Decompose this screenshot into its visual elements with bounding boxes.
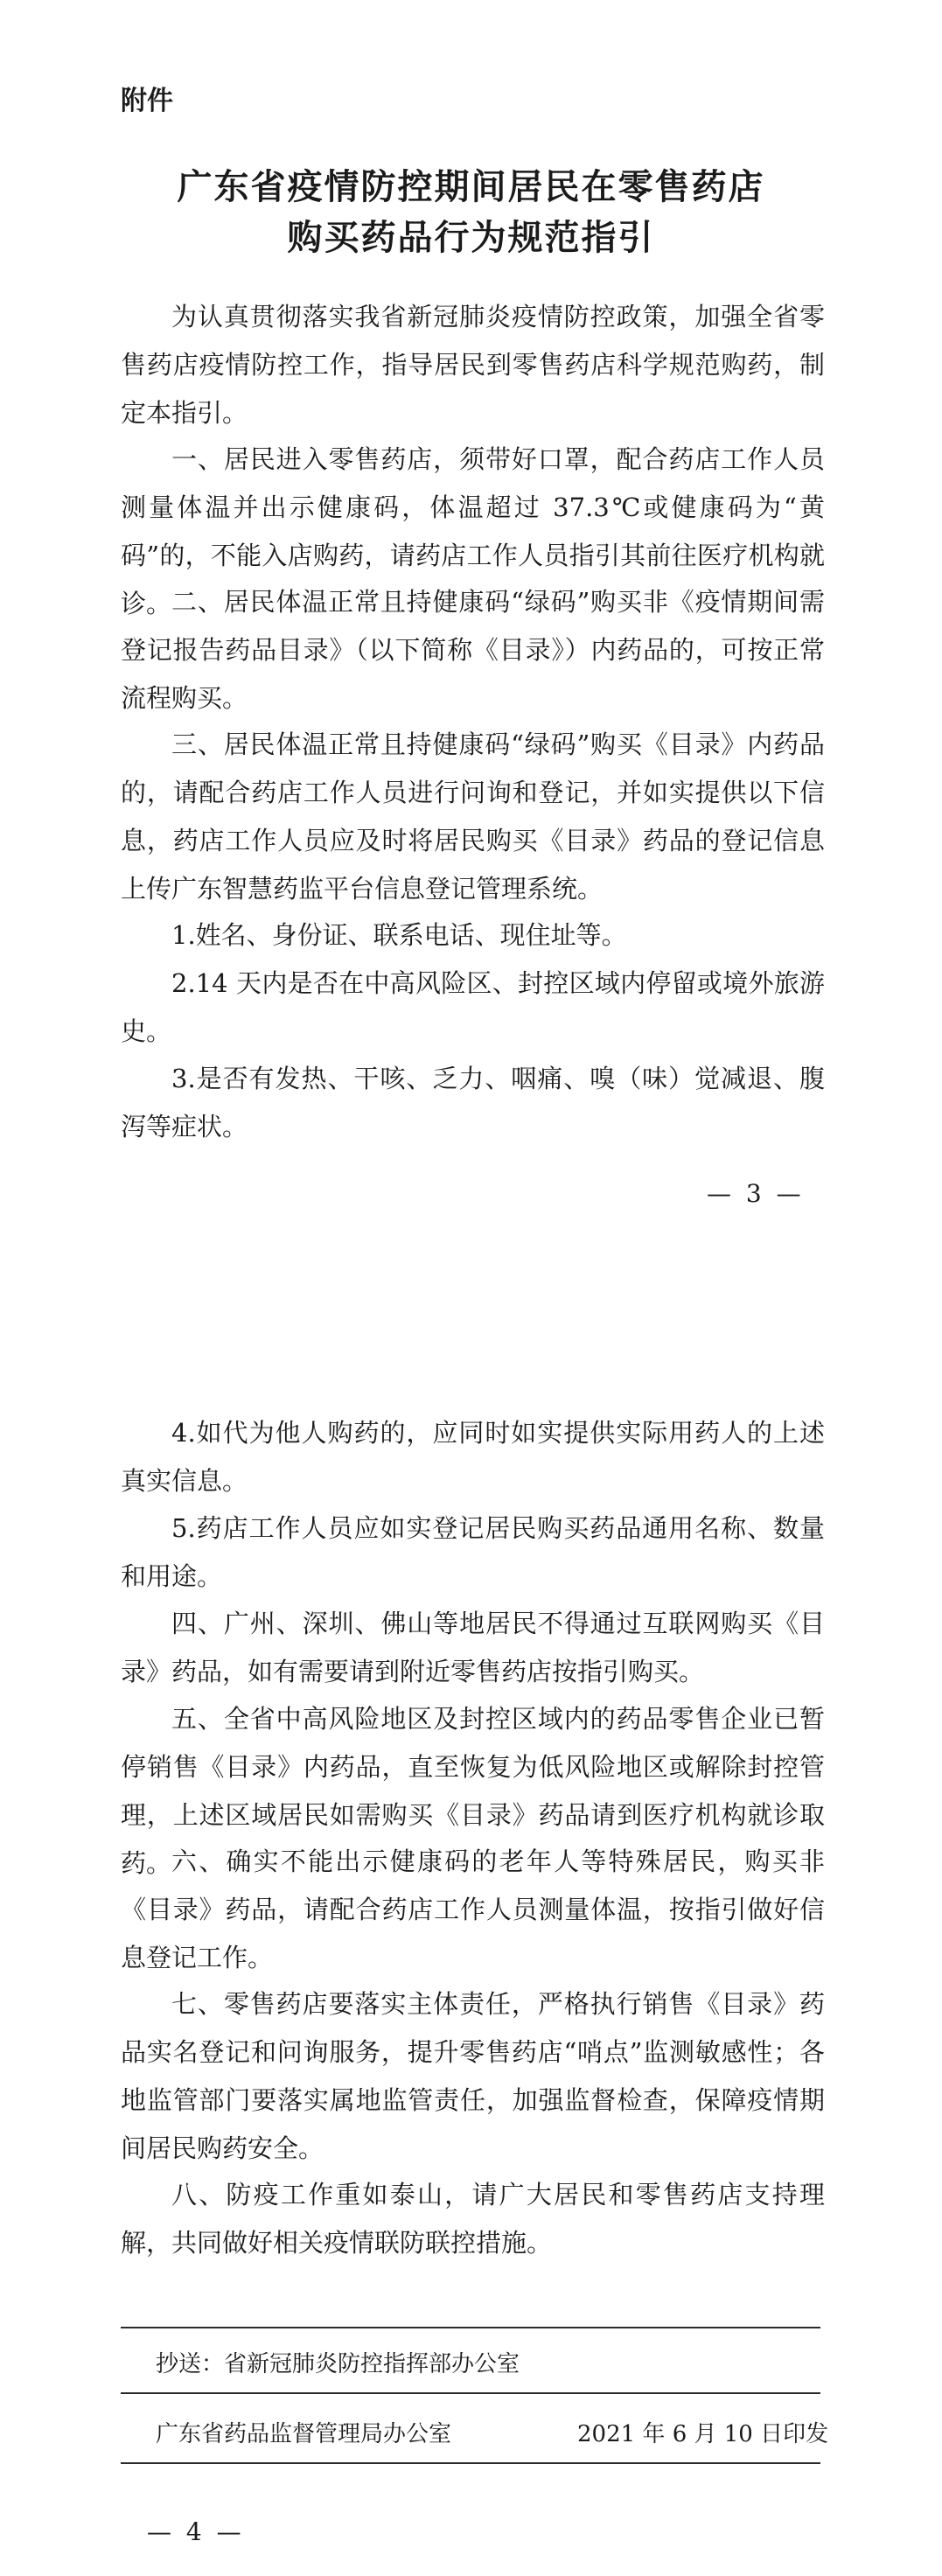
section-1-paragraph: 一、居民进入零售药店，须带好口罩，配合药店工作人员测量体温并出示健康码，体温超过 37.3℃或健康码为“黄码”的，不能入店购药，请药店工作人员指引其前往医疗机构就诊。 bbox=[121, 444, 825, 618]
section-5-paragraph: 五、全省中高风险地区及封控区域内的药品零售企业已暂停销售《目录》内药品，直至恢复为低风险地区或解除封控管理，上述区域居民如需购买《目录》药品请到医疗机构就诊取药。 bbox=[121, 1704, 825, 1878]
cc-line: 抄送：省新冠肺炎防控指挥部办公室 bbox=[156, 2351, 520, 2377]
issuer: 广东省药品监督管理局办公室 bbox=[156, 2421, 452, 2447]
section-8-paragraph: 八、防疫工作重如泰山，请广大居民和零售药店支持理解，共同做好相关疫情联防联控措施。 bbox=[121, 2180, 825, 2258]
item-3-paragraph: 3.是否有发热、干咳、乏力、咽痛、嗅（味）觉减退、腹泻等症状。 bbox=[121, 1064, 825, 1141]
document-title-line1: 广东省疫情防控期间居民在零售药店 bbox=[177, 166, 765, 207]
page-number-4: — 4 — bbox=[147, 2517, 245, 2546]
intro-paragraph: 为认真贯彻落实我省新冠肺炎疫情防控政策，加强全省零售药店疫情防控工作，指导居民到零售药店科学规范购药，制定本指引。 bbox=[121, 302, 825, 428]
section-2-paragraph: 二、居民体温正常且持健康码“绿码”购买非《疫情期间需登记报告药品目录》（以下简称《目录》）内药品的，可按正常流程购买。 bbox=[121, 587, 825, 713]
section-4-paragraph: 四、广州、深圳、佛山等地居民不得通过互联网购买《目录》药品，如有需要请到附近零售药店按指引购买。 bbox=[121, 1609, 825, 1686]
document-title-line2: 购买药品行为规范指引 bbox=[287, 217, 655, 258]
section-7-paragraph: 七、零售药店要落实主体责任，严格执行销售《目录》药品实名登记和问询服务，提升零售药店“哨点”监测敏感性；各地监管部门要落实属地监管责任，加强监督检查，保障疫情期间居民购药安全。 bbox=[121, 1989, 825, 2163]
page-number-3: — 3 — bbox=[707, 1179, 805, 1208]
item-5-paragraph: 5.药店工作人员应如实登记居民购买药品通用名称、数量和用途。 bbox=[121, 1513, 825, 1591]
attachment-label: 附件 bbox=[121, 86, 173, 116]
item-1-paragraph: 1.姓名、身份证、联系电话、现住址等。 bbox=[171, 920, 627, 950]
footer-middle-rule bbox=[121, 2392, 820, 2394]
item-2-paragraph: 2.14 天内是否在中高风险区、封控区域内停留或境外旅游史。 bbox=[121, 968, 825, 1046]
footer-bottom-rule bbox=[121, 2462, 820, 2464]
section-6-paragraph: 六、确实不能出示健康码的老年人等特殊居民，购买非《目录》药品，请配合药店工作人员测量体温，按指引做好信息登记工作。 bbox=[121, 1846, 825, 1972]
footer-top-rule bbox=[121, 2327, 820, 2328]
section-3-paragraph: 三、居民体温正常且持健康码“绿码”购买《目录》内药品的，请配合药店工作人员进行问询和登记，并如实提供以下信息，药店工作人员应及时将居民购买《目录》药品的登记信息上传广东智慧药监平台信息登记管理系统。 bbox=[121, 730, 825, 904]
item-4-paragraph: 4.如代为他人购药的，应同时如实提供实际用药人的上述真实信息。 bbox=[121, 1418, 825, 1496]
issue-date: 2021 年 6 月 10 日印发 bbox=[577, 2421, 829, 2447]
